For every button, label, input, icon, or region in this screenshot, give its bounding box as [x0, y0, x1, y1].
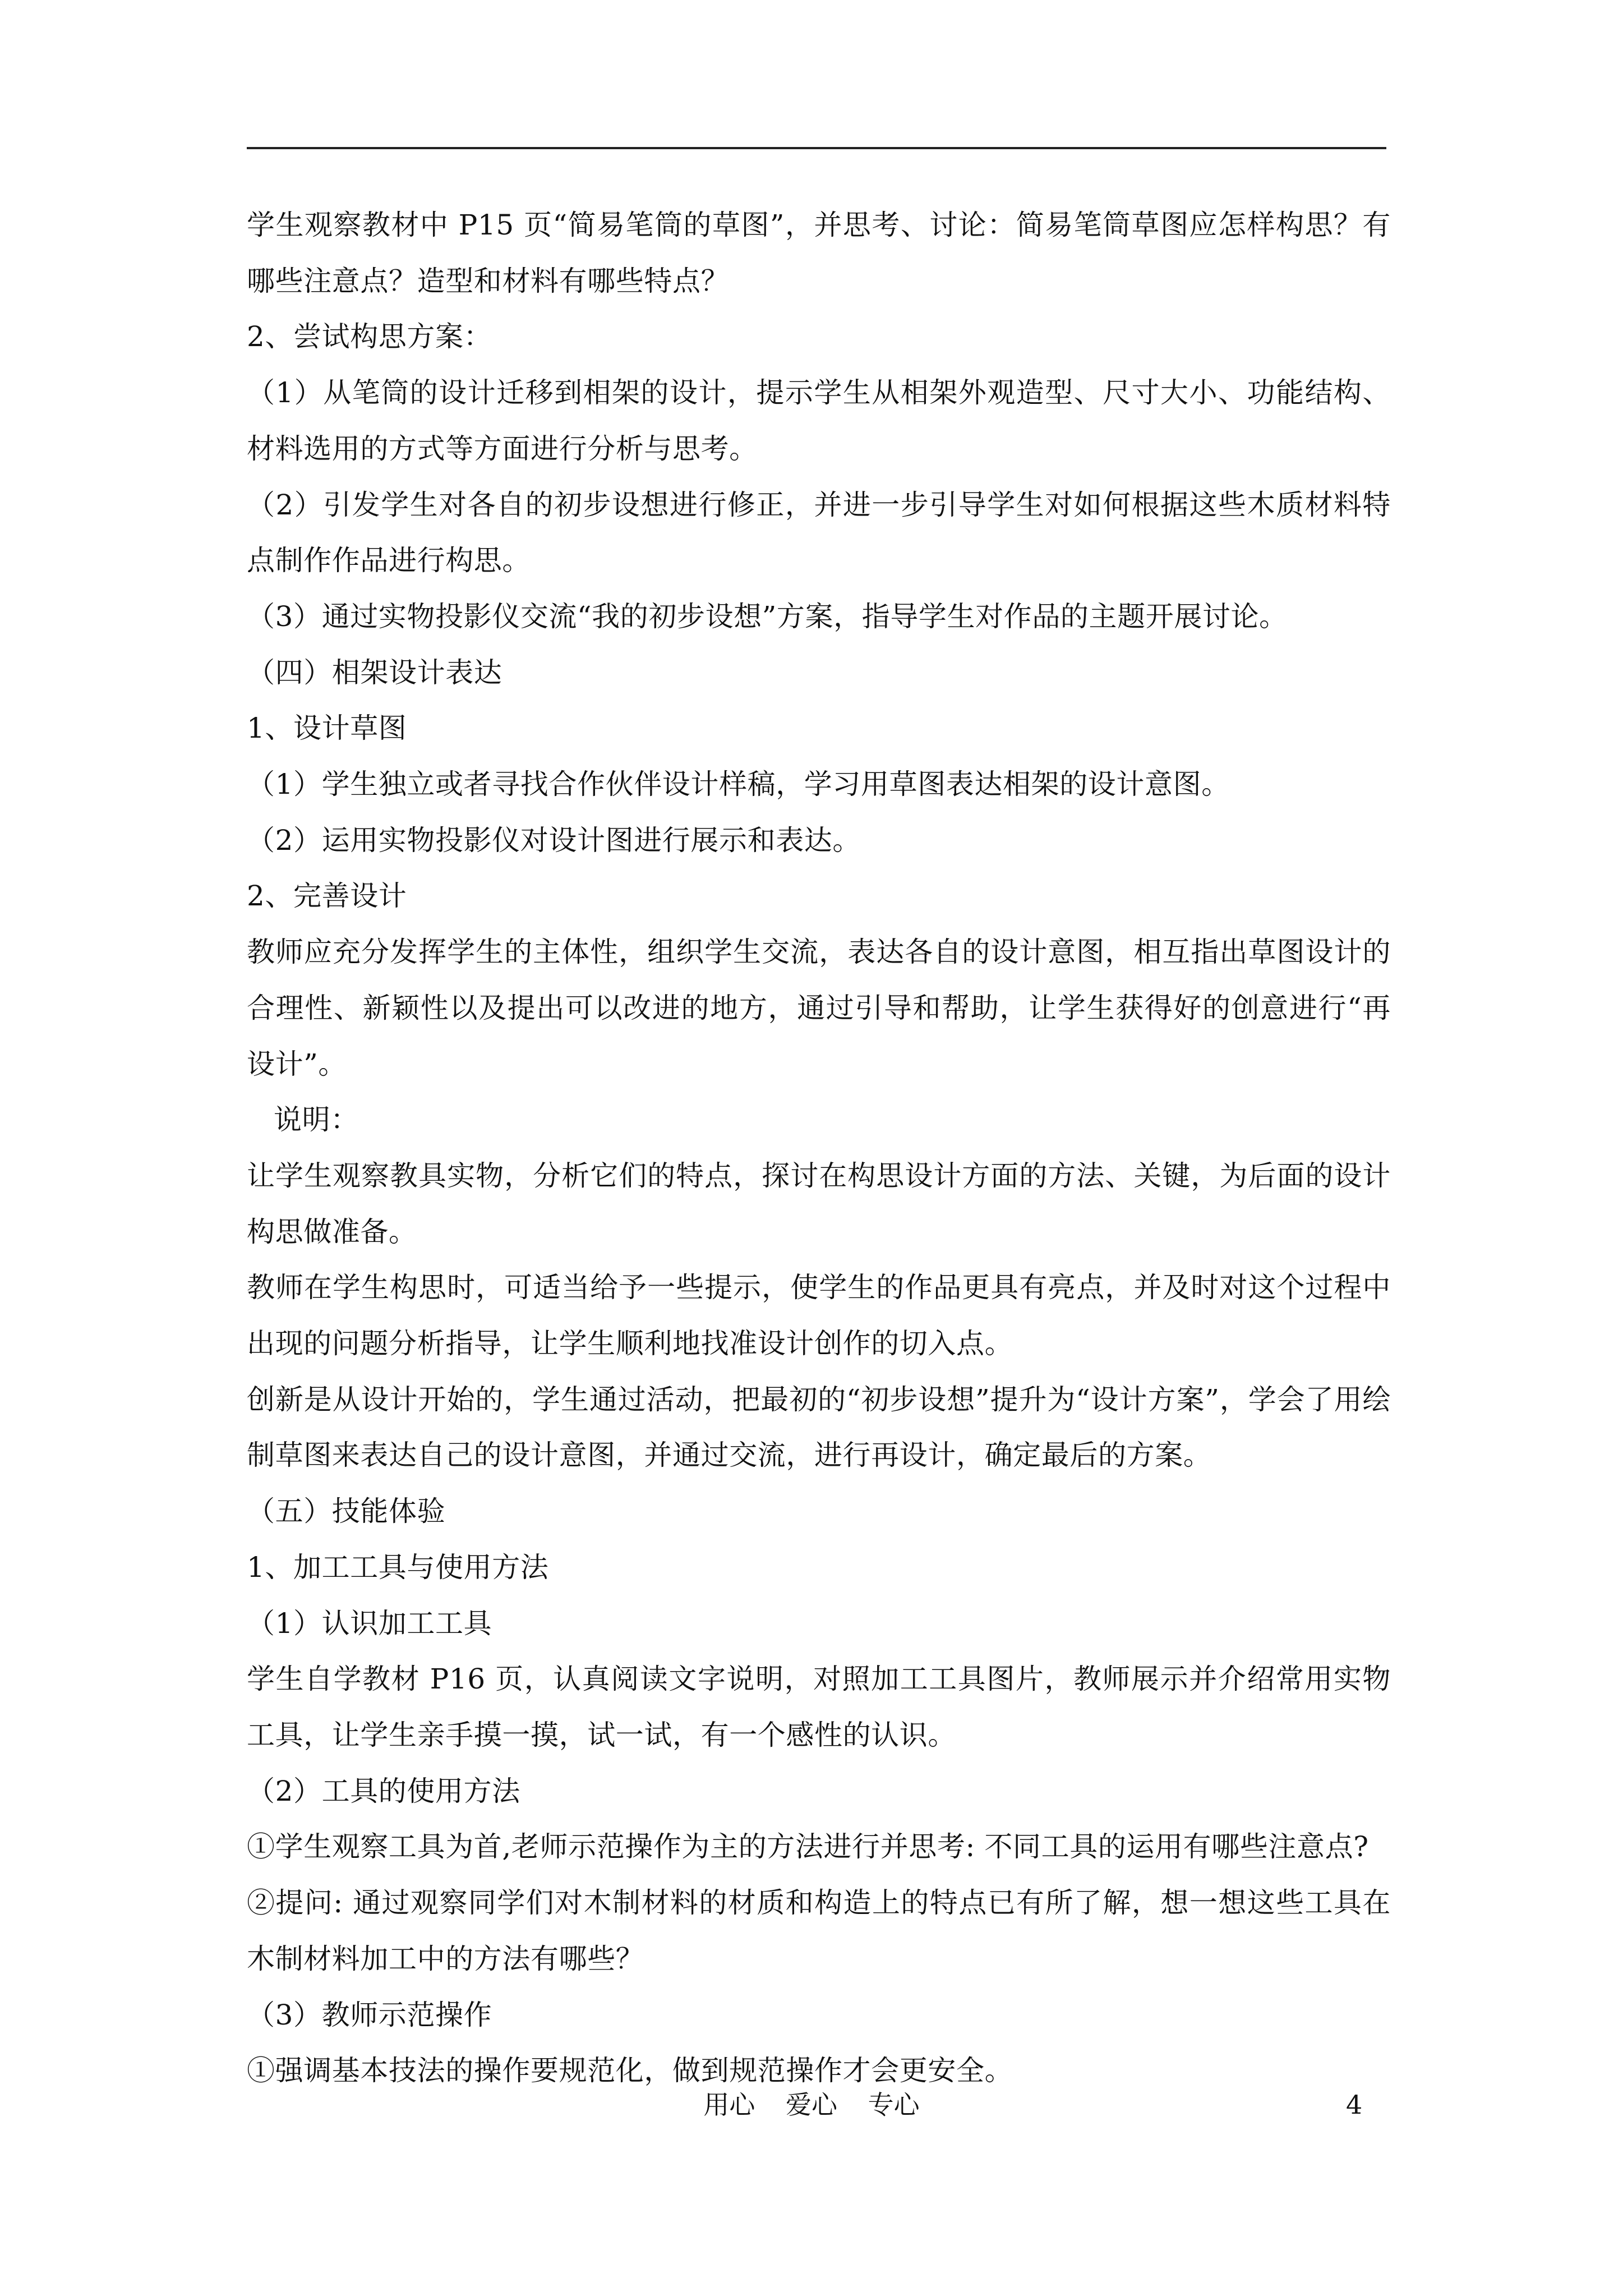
- paragraph: （3）通过实物投影仪交流“我的初步设想”方案，指导学生对作品的主题开展讨论。: [247, 600, 1288, 633]
- paragraph: （1）学生独立或者寻找合作伙伴设计样稿，学习用草图表达相架的设计意图。: [247, 768, 1230, 801]
- page-number: 4: [1346, 2090, 1363, 2120]
- paragraph: 学生观察教材中 P15 页“简易笔筒的草图”，并思考、讨论：简易笔筒草图应怎样构思？有哪些注意点？造型和材料有哪些特点？: [247, 209, 1391, 297]
- paragraph: （2）运用实物投影仪对设计图进行展示和表达。: [247, 823, 861, 857]
- paragraph: （1）认识加工工具: [247, 1607, 492, 1640]
- body-text: [247, 197, 1391, 2099]
- paragraph: 1、设计草图: [247, 712, 407, 745]
- paragraph: （2）工具的使用方法: [247, 1774, 520, 1807]
- paragraph: 2、完善设计: [247, 880, 407, 913]
- paragraph: 教师在学生构思时，可适当给予一些提示，使学生的作品更具有亮点，并及时对这个过程中出现的问题分析指导，让学生顺利地找准设计创作的切入点。: [247, 1271, 1391, 1360]
- paragraph: ②提问: 通过观察同学们对木制材料的材质和构造上的特点已有所了解，想一想这些工具在木制材料加工中的方法有哪些？: [247, 1887, 1391, 1975]
- footer-motto: 用心 爱心 专心: [703, 2090, 920, 2120]
- paragraph: （1）从笔筒的设计迁移到相架的设计，提示学生从相架外观造型、尺寸大小、功能结构、材料选用的方式等方面进行分析与思考。: [247, 376, 1391, 465]
- paragraph: ①学生观察工具为首,老师示范操作为主的方法进行并思考: 不同工具的运用有哪些注意点?: [247, 1830, 1369, 1864]
- paragraph: ①强调基本技法的操作要规范化，做到规范操作才会更安全。: [247, 2054, 1013, 2087]
- section-heading: （五）技能体验: [247, 1495, 446, 1528]
- paragraph: 教师应充分发挥学生的主体性，组织学生交流，表达各自的设计意图，相互指出草图设计的合理性、新颖性以及提出可以改进的地方，通过引导和帮助，让学生获得好的创意进行“再设计”。: [247, 936, 1391, 1080]
- paragraph: （3）教师示范操作: [247, 1998, 492, 2031]
- paragraph: 1、加工工具与使用方法: [247, 1550, 549, 1584]
- paragraph: 学生自学教材 P16 页，认真阅读文字说明，对照加工工具图片，教师展示并介绍常用实物工具，让学生亲手摸一摸，试一试，有一个感性的认识。: [247, 1663, 1391, 1751]
- header-rule: [247, 147, 1386, 149]
- paragraph: 让学生观察教具实物，分析它们的特点，探讨在构思设计方面的方法、关键，为后面的设计构思做准备。: [247, 1159, 1391, 1248]
- section-heading: （四）相架设计表达: [247, 656, 502, 689]
- note-label: 说明：: [274, 1103, 359, 1137]
- paragraph: 创新是从设计开始的，学生通过活动，把最初的“初步设想”提升为“设计方案”，学会了用绘制草图来表达自己的设计意图，并通过交流，进行再设计，确定最后的方案。: [247, 1383, 1391, 1472]
- paragraph: 2、尝试构思方案：: [247, 320, 492, 353]
- paragraph: （2）引发学生对各自的初步设想进行修正，并进一步引导学生对如何根据这些木质材料特点制作作品进行构思。: [247, 488, 1391, 577]
